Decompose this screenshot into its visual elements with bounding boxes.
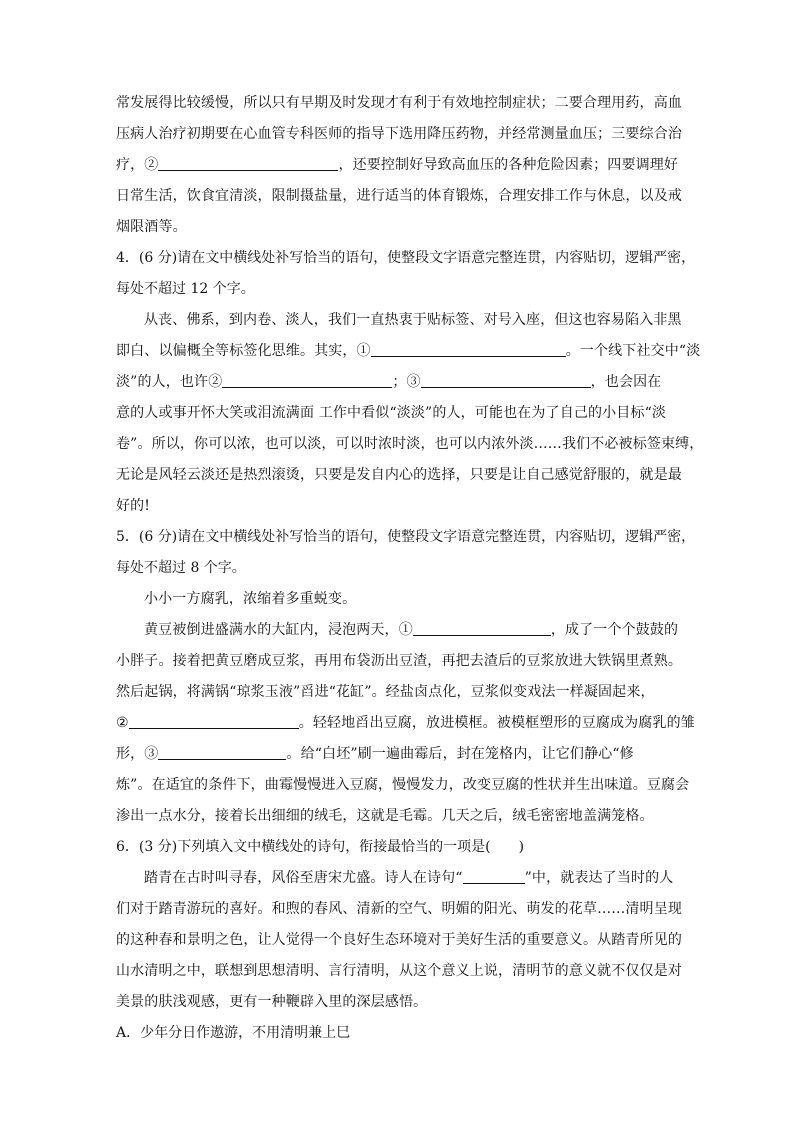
question-6-title: 6．(3 分)下列填入文中横线处的诗句，衔接最恰当的一项是( ) <box>116 839 525 855</box>
text-segment: 。一个线下社交中“淡 <box>565 343 701 359</box>
text-line: 压病人治疗初期要在心血管专科医师的指导下选用降压药物，并经常测量血压；三要综合治 <box>116 126 682 142</box>
text-line <box>116 367 681 398</box>
question-5-note: 每处不超过 8 个字。 <box>116 560 246 576</box>
text-line: 烟限酒等。 <box>116 219 187 235</box>
answer-blank[interactable] <box>371 342 566 357</box>
text-line <box>116 615 681 646</box>
text-segment: ，也会因在 <box>590 374 662 390</box>
text-line: 从丧、佛系，到内卷、淡人，我们一直热衷于贴标签、对号入座，但这也容易陷入非黑 <box>144 312 682 328</box>
text-line: 然后起锅，将满锅“琼浆玉液”舀进“花缸”。经盐卤点化，豆浆似变戏法一样凝固起来， <box>116 684 655 700</box>
text-segment: ；③ <box>392 374 421 390</box>
text-segment: 疗，② <box>116 157 159 173</box>
text-line: 意的人或事开怀大笑或泪流满面 工作中看似“淡淡”的人，可能也在为了自己的小目标“淡 <box>116 405 667 421</box>
text-segment: 即白、以偏概全等标签化思维。其实，① <box>116 343 371 359</box>
text-line: 渗出一点水分，接着长出细细的绒毛，这就是毛霉。几天之后，绒毛密密地盖满笼格。 <box>116 808 654 824</box>
answer-blank[interactable] <box>222 373 392 388</box>
text-segment: 。轻轻地舀出豆腐，放进模框。被模框塑形的豆腐成为腐乳的雏 <box>298 715 695 731</box>
text-line: 山水清明之中，联想到思想清明、言行清明，从这个意义上说，清明节的意义就不仅仅是对 <box>116 963 682 979</box>
text-line: 无论是风轻云淡还是热烈滚烫，只要是发自内心的选择，只要是让自己感觉舒服的，就是最 <box>116 467 682 483</box>
text-line: 美景的肤浅观感，更有一种鞭辟入里的深层感悟。 <box>116 994 428 1010</box>
option-a[interactable]: A．少年分日作遨游，不用清明兼上巳 <box>116 1025 351 1041</box>
text-line: 的这种春和景明之色，让人觉得一个良好生态环境对于美好生活的重要意义。从踏青所见的 <box>116 932 682 948</box>
answer-blank[interactable] <box>463 869 525 884</box>
text-line: 们对于踏青游玩的喜好。和煦的春风、清新的空气、明媚的阳光、萌发的花草……清明呈现 <box>116 901 682 917</box>
question-4-note: 每处不超过 12 个字。 <box>116 281 255 297</box>
text-segment: 淡”的人，也许② <box>116 374 223 390</box>
text-line <box>116 739 681 770</box>
document-page <box>116 88 704 1049</box>
answer-blank[interactable] <box>158 156 338 171</box>
answer-blank[interactable] <box>129 714 299 729</box>
question-4-title: 4．(6 分)请在文中横线处补写恰当的语句，使整段文字语意完整连贯，内容贴切，逻辑严密， <box>116 250 696 266</box>
question-5-title: 5．(6 分)请在文中横线处补写恰当的语句，使整段文字语意完整连贯，内容贴切，逻辑严密， <box>116 529 696 545</box>
text-line <box>116 336 701 367</box>
text-segment: 踏青在古时叫寻春，风俗至唐宋尤盛。诗人在诗句“ <box>144 870 463 886</box>
text-segment: ”中，就表达了当时的人 <box>524 870 674 886</box>
text-line: 炼”。在适宜的条件下，曲霉慢慢进入豆腐，慢慢发力，改变豆腐的性状并生出味道。豆腐会 <box>116 777 690 793</box>
text-line: 小胖子。接着把黄豆磨成豆浆，再用布袋沥出豆渣，再把去渣后的豆浆放进大铁锅里煮熟。 <box>116 653 682 669</box>
text-segment: 黄豆被倒进盛满水的大缸内，浸泡两天，① <box>144 622 413 638</box>
answer-blank[interactable] <box>421 373 591 388</box>
text-line: 好的! <box>116 498 151 514</box>
text-line <box>116 708 695 739</box>
text-segment: 。给“白坯”刷一遍曲霉后，封在笼格内，让它们静心“修 <box>286 746 634 762</box>
text-line: 卷”。所以，你可以浓，也可以淡，可以时浓时淡，也可以内浓外淡……我们不必被标签束缚， <box>116 436 704 452</box>
text-line <box>116 863 681 894</box>
text-segment: ② <box>116 715 129 731</box>
text-line: 常发展得比较缓慢，所以只有早期及时发现才有利于有效地控制症状；二要合理用药，高血 <box>116 95 682 111</box>
text-segment: ，成了一个个鼓鼓的 <box>550 622 679 638</box>
text-line: 小小一方腐乳，浓缩着多重蜕变。 <box>144 591 357 607</box>
answer-blank[interactable] <box>413 621 551 636</box>
text-line: 日常生活，饮食宜清淡，限制摄盐量，进行适当的体育锻炼，合理安排工作与休息，以及戒 <box>116 188 682 204</box>
text-segment: 形，③ <box>116 746 159 762</box>
text-line <box>116 150 681 181</box>
answer-blank[interactable] <box>158 745 286 760</box>
text-segment: ，还要控制好导致高血压的各种危险因素；四要调理好 <box>338 157 679 173</box>
